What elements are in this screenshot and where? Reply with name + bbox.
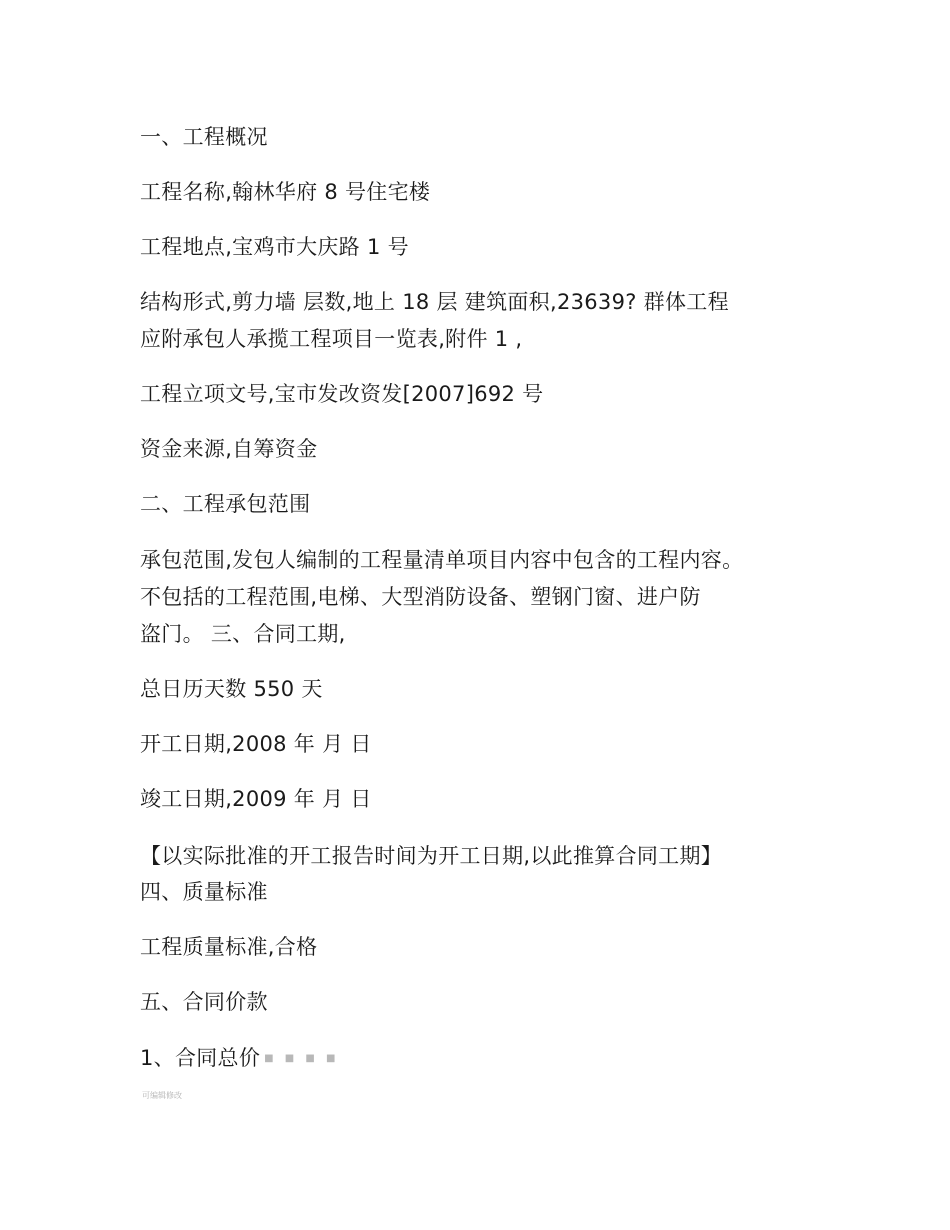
approval-number-line: 工程立项文号,宝市发改资发[2007]692 号 — [140, 382, 544, 406]
scope-exclusions-line: 不包括的工程范围,电梯、大型消防设备、塑钢门窗、进户防 — [140, 585, 701, 609]
funding-source-line: 资金来源,自筹资金 — [140, 437, 318, 461]
project-location-line: 工程地点,宝鸡市大庆路 1 号 — [140, 235, 409, 259]
completion-date-line: 竣工日期,2009 年 月 日 — [140, 787, 372, 811]
contract-total-price-label: 1、合同总价 — [140, 1046, 261, 1070]
total-days-line: 总日历天数 550 天 — [140, 677, 323, 701]
section-heading-price: 五、合同价款 — [140, 990, 268, 1014]
structure-line: 结构形式,剪力墙 层数,地上 18 层 建筑面积,23639? 群体工程 — [140, 290, 729, 314]
quality-standard-line: 工程质量标准,合格 — [140, 935, 318, 959]
schedule-note-line: 【以实际批准的开工报告时间为开工日期,以此推算合同工期】 — [140, 844, 723, 868]
structure-line-continued: 应附承包人承揽工程项目一览表,附件 1 , — [140, 327, 523, 351]
section-heading-overview: 一、工程概况 — [140, 125, 268, 149]
footer-note: 可编辑修改 — [142, 1091, 182, 1100]
section-heading-scope: 二、工程承包范围 — [140, 492, 311, 516]
section-heading-quality: 四、质量标准 — [140, 880, 268, 904]
project-name-line: 工程名称,翰林华府 8 号住宅楼 — [140, 180, 431, 204]
trailing-dots: ■ ■ ■ ■ — [264, 1053, 340, 1064]
scope-exclusions-line-continued: 盗门。 三、合同工期, — [140, 622, 346, 646]
scope-line: 承包范围,发包人编制的工程量清单项目内容中包含的工程内容。 — [140, 548, 744, 572]
start-date-line: 开工日期,2008 年 月 日 — [140, 732, 372, 756]
contract-total-price-line — [140, 1043, 340, 1074]
